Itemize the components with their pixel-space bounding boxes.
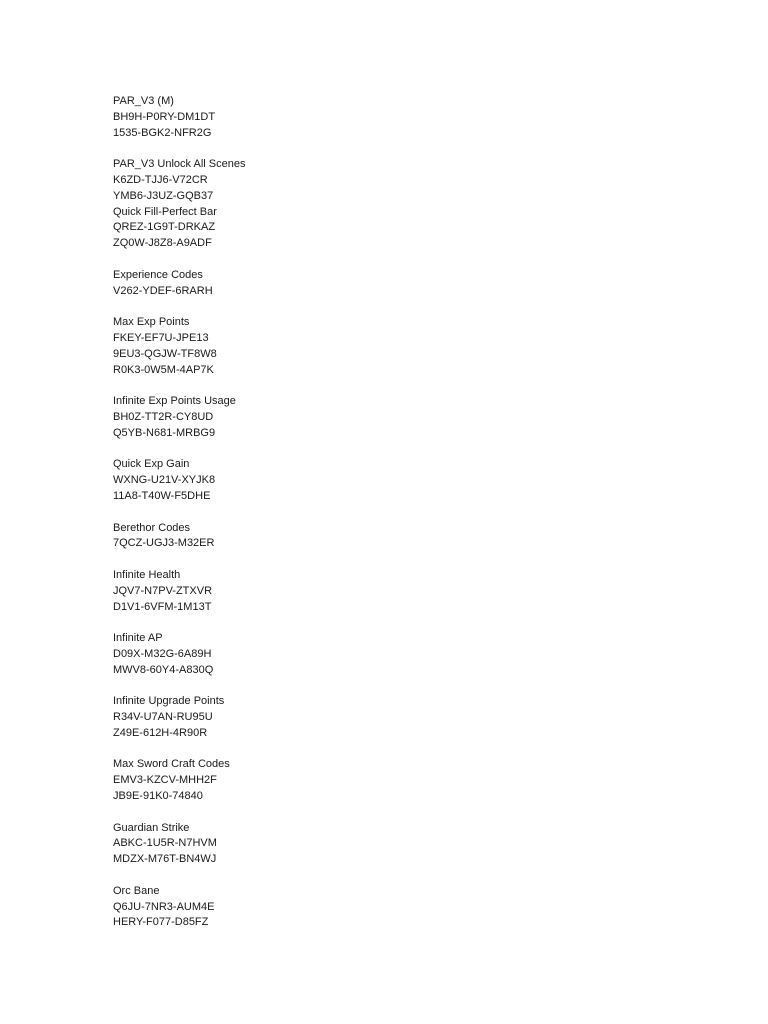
cheat-code: D1V1-6VFM-1M13T [113,600,212,613]
section-heading: Guardian Strike [113,821,190,834]
section-heading: PAR_V3 (M) [113,95,174,107]
cheat-code: HERY-F077-D85FZ [113,916,209,929]
cheat-code: V262-YDEF-6RARH [113,284,213,297]
code-section [113,694,673,741]
section-heading: Orc Bane [113,884,160,897]
code-section [113,157,673,204]
code-section [113,268,673,300]
document-body [113,94,673,947]
cheat-code: D09X-M32G-6A89H [113,647,212,660]
code-section [113,821,673,868]
cheat-code: JQV7-N7PV-ZTXVR [113,584,213,597]
code-section [113,315,673,378]
cheat-code: FKEY-EF7U-JPE13 [113,331,209,344]
cheat-code: WXNG-U21V-XYJK8 [113,474,216,487]
cheat-code: 1535-BGK2-NFR2G [113,126,212,139]
cheat-code: Z49E-612H-4R90R [113,726,208,739]
cheat-code: 11A8-T40W-F5DHE [113,489,211,502]
cheat-code: R0K3-0W5M-4AP7K [113,363,214,376]
section-heading: Quick Exp Gain [113,458,190,471]
cheat-code: Q5YB-N681-MRBG9 [113,426,216,439]
code-section [113,568,673,615]
section-heading: Infinite Health [113,568,181,581]
cheat-code: ZQ0W-J8Z8-A9ADF [113,237,212,250]
cheat-code: JB9E-91K0-74840 [113,790,203,803]
section-heading: Infinite Upgrade Points [113,695,225,708]
section-heading: Infinite Exp Points Usage [113,395,236,408]
section-heading: Experience Codes [113,268,203,281]
cheat-code: QREZ-1G9T-DRKAZ [113,221,216,234]
code-section [113,631,673,678]
section-heading: PAR_V3 Unlock All Scenes [113,158,246,171]
code-section [113,457,673,504]
section-heading: Quick Fill-Perfect Bar [113,205,217,218]
cheat-code: MWV8-60Y4-A830Q [113,663,214,676]
code-section [113,94,673,141]
section-heading: Max Sword Craft Codes [113,758,230,771]
section-heading: Berethor Codes [113,521,191,534]
cheat-code: YMB6-J3UZ-GQB37 [113,189,214,202]
cheat-code: MDZX-M76T-BN4WJ [113,853,217,866]
cheat-code: BH0Z-TT2R-CY8UD [113,410,214,423]
code-section [113,757,673,804]
cheat-code: K6ZD-TJJ6-V72CR [113,173,208,186]
cheat-code: 7QCZ-UGJ3-M32ER [113,537,215,550]
code-section [113,205,673,252]
section-heading: Infinite AP [113,632,163,645]
cheat-code: Q6JU-7NR3-AUM4E [113,900,215,913]
code-section [113,521,673,553]
cheat-code: BH9H-P0RY-DM1DT [113,110,216,123]
code-section [113,884,673,931]
cheat-code: EMV3-KZCV-MHH2F [113,774,217,787]
cheat-code: ABKC-1U5R-N7HVM [113,837,217,850]
cheat-code: 9EU3-QGJW-TF8W8 [113,347,217,360]
section-heading: Max Exp Points [113,316,190,329]
cheat-code: R34V-U7AN-RU95U [113,711,213,724]
code-section [113,394,673,441]
